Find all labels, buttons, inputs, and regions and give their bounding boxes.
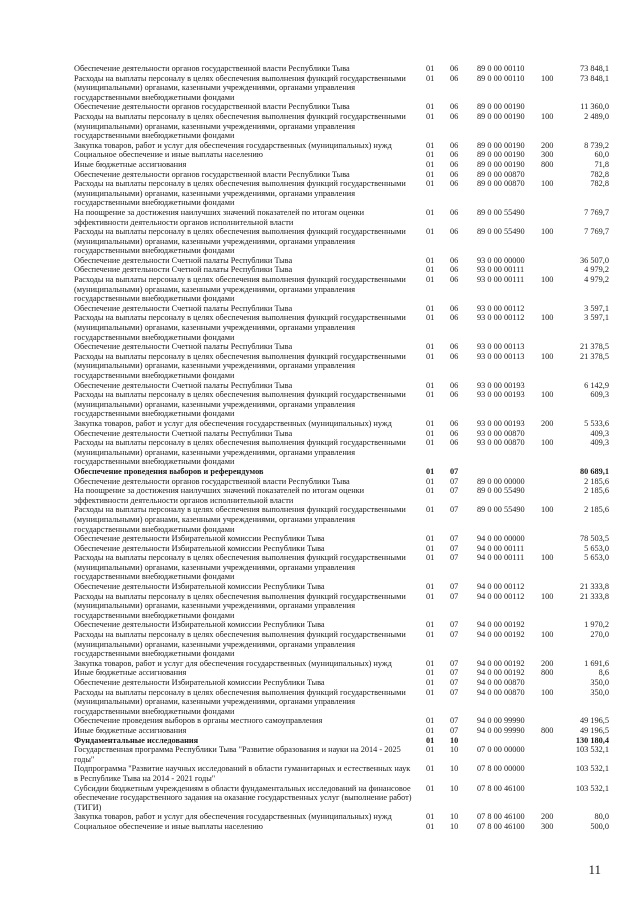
row-subsection: 07 <box>450 630 459 640</box>
row-amount: 350,0 <box>590 687 609 697</box>
row-target-article: 89 0 00 55490 <box>477 505 525 515</box>
row-subsection: 06 <box>450 342 459 352</box>
table-row <box>0 313 639 342</box>
table-row <box>0 438 639 467</box>
row-section: 01 <box>426 725 435 735</box>
row-subsection: 06 <box>450 150 459 160</box>
table-row <box>0 534 639 544</box>
row-amount: 2 489,0 <box>584 111 609 121</box>
row-amount: 7 769,7 <box>584 227 609 237</box>
row-expense-type: 800 <box>541 159 554 169</box>
row-section: 01 <box>426 764 435 774</box>
row-target-article: 93 0 00 00193 <box>477 380 525 390</box>
row-section: 01 <box>426 534 435 544</box>
row-name: Субсидии бюджетным учреждениям в области фундаментальных исследований на финансовое обеспечение государственного задания на оказание государственных услуг (выполнение работ) (ТИГИ) <box>74 783 412 812</box>
row-target-article: 93 0 00 00112 <box>477 303 525 313</box>
table-row <box>0 429 639 439</box>
row-section: 01 <box>426 140 435 150</box>
row-amount: 49 196,5 <box>579 725 609 735</box>
row-subsection: 07 <box>450 668 459 678</box>
row-subsection: 06 <box>450 438 459 448</box>
row-subsection: 06 <box>450 380 459 390</box>
row-amount: 21 378,5 <box>579 342 609 352</box>
row-section: 01 <box>426 687 435 697</box>
row-expense-type: 100 <box>541 313 554 323</box>
row-amount: 78 503,5 <box>579 534 609 544</box>
page-number: 11 <box>588 862 601 877</box>
table-row <box>0 477 639 487</box>
row-amount: 21 333,8 <box>579 591 609 601</box>
row-name: Расходы на выплаты персоналу в целях обеспечения выполнения функций государственными (муниципальными) органами, казенными учреждениями, органами управления государственными внебюджетными фондами <box>74 351 406 380</box>
row-target-article: 94 0 00 00192 <box>477 668 525 678</box>
row-expense-type: 200 <box>541 812 554 822</box>
table-row <box>0 419 639 429</box>
row-target-article: 93 0 00 00193 <box>477 418 525 428</box>
row-subsection: 06 <box>450 428 459 438</box>
row-target-article: 94 0 00 99990 <box>477 725 525 735</box>
row-subsection: 06 <box>450 207 459 217</box>
row-section: 01 <box>426 476 435 486</box>
row-section: 01 <box>426 179 435 189</box>
row-amount: 60,0 <box>594 150 609 160</box>
row-amount: 73 848,1 <box>579 64 609 73</box>
row-target-article: 93 0 00 00111 <box>477 275 525 285</box>
row-subsection: 07 <box>450 476 459 486</box>
row-section: 01 <box>426 111 435 121</box>
row-amount: 1 691,6 <box>584 658 609 668</box>
row-amount: 2 185,6 <box>584 505 609 515</box>
row-name: Расходы на выплаты персоналу в целях обеспечения выполнения функций государственными (муниципальными) органами, казенными учреждениями, органами управления государственными внебюджетными фондами <box>74 553 406 582</box>
row-target-article: 93 0 00 00111 <box>477 265 525 275</box>
row-amount: 270,0 <box>590 630 609 640</box>
row-section: 01 <box>426 169 435 179</box>
table-row <box>0 179 639 208</box>
row-name: Обеспечение деятельности Счетной палаты Республики Тыва <box>74 380 293 390</box>
table-row <box>0 630 639 659</box>
row-amount: 1 970,2 <box>584 620 609 630</box>
row-amount: 350,0 <box>590 678 609 687</box>
row-section: 01 <box>426 227 435 237</box>
table-row <box>0 736 639 746</box>
row-subsection: 06 <box>450 313 459 323</box>
table-row <box>0 784 639 813</box>
table-row <box>0 160 639 170</box>
row-amount: 5 653,0 <box>584 543 609 553</box>
row-name: Расходы на выплаты персоналу в целях обеспечения выполнения функций государственными (муниципальными) органами, казенными учреждениями, органами управления государственными внебюджетными фондами <box>74 275 406 304</box>
row-name: Социальное обеспечение и иные выплаты населению <box>74 150 263 160</box>
row-expense-type: 100 <box>541 390 554 400</box>
row-target-article: 93 0 00 00870 <box>477 438 525 448</box>
table-row <box>0 227 639 256</box>
row-amount: 8 739,2 <box>584 140 609 150</box>
row-subsection: 07 <box>450 620 459 630</box>
row-expense-type: 100 <box>541 553 554 563</box>
row-target-article: 93 0 00 00112 <box>477 313 525 323</box>
row-amount: 49 196,5 <box>579 716 609 726</box>
row-section: 01 <box>426 150 435 160</box>
row-subsection: 07 <box>450 543 459 553</box>
row-amount: 7 769,7 <box>584 207 609 217</box>
row-name: Обеспечение деятельности Счетной палаты Республики Тыва <box>74 303 293 313</box>
row-section: 01 <box>426 505 435 515</box>
row-amount: 782,8 <box>590 169 609 179</box>
row-amount: 80 689,1 <box>579 466 609 476</box>
table-row <box>0 102 639 112</box>
row-target-article: 89 0 00 00190 <box>477 150 525 160</box>
table-row <box>0 544 639 554</box>
table-row <box>0 141 639 151</box>
row-target-article: 07 8 00 46100 <box>477 783 525 793</box>
row-name: Обеспечение деятельности Счетной палаты Республики Тыва <box>74 265 293 275</box>
row-amount: 4 979,2 <box>584 275 609 285</box>
row-name: Обеспечение деятельности Счетной палаты Республики Тыва <box>74 255 293 265</box>
row-subsection: 06 <box>450 303 459 313</box>
row-subsection: 07 <box>450 553 459 563</box>
table-row <box>0 390 639 419</box>
row-amount: 130 180,4 <box>575 735 609 745</box>
row-amount: 409,3 <box>590 428 609 438</box>
table-row <box>0 582 639 592</box>
row-subsection: 06 <box>450 169 459 179</box>
row-amount: 73 848,1 <box>579 73 609 83</box>
row-section: 01 <box>426 668 435 678</box>
row-name: Обеспечение деятельности Счетной палаты Республики Тыва <box>74 428 293 438</box>
row-section: 01 <box>426 418 435 428</box>
row-section: 01 <box>426 342 435 352</box>
row-expense-type: 800 <box>541 668 554 678</box>
row-target-article: 89 0 00 00190 <box>477 159 525 169</box>
table-row <box>0 505 639 534</box>
row-subsection: 07 <box>450 658 459 668</box>
row-target-article: 94 0 00 00000 <box>477 534 525 544</box>
row-subsection: 07 <box>450 505 459 515</box>
row-section: 01 <box>426 716 435 726</box>
row-section: 01 <box>426 390 435 400</box>
table-row <box>0 342 639 352</box>
row-expense-type: 100 <box>541 591 554 601</box>
row-subsection: 06 <box>450 140 459 150</box>
table-row <box>0 64 639 74</box>
row-section: 01 <box>426 255 435 265</box>
row-subsection: 06 <box>450 265 459 275</box>
table-row <box>0 265 639 275</box>
row-amount: 5 653,0 <box>584 553 609 563</box>
row-expense-type: 100 <box>541 630 554 640</box>
row-section: 01 <box>426 620 435 630</box>
row-expense-type: 100 <box>541 351 554 361</box>
row-section: 01 <box>426 543 435 553</box>
table-row <box>0 822 639 832</box>
row-target-article: 07 0 00 00000 <box>477 745 525 755</box>
row-name: Расходы на выплаты персоналу в целях обеспечения выполнения функций государственными (муниципальными) органами, казенными учреждениями, органами управления государственными внебюджетными фондами <box>74 591 406 620</box>
row-name: Расходы на выплаты персоналу в целях обеспечения выполнения функций государственными (муниципальными) органами, казенными учреждениями, органами управления государственными внебюджетными фондами <box>74 179 406 208</box>
row-name: Обеспечение деятельности органов государственной власти Республики Тыва <box>74 102 350 112</box>
row-section: 01 <box>426 735 435 745</box>
row-expense-type: 100 <box>541 505 554 515</box>
row-name: Расходы на выплаты персоналу в целях обеспечения выполнения функций государственными (муниципальными) органами, казенными учреждениями, органами управления государственными внебюджетными фондами <box>74 73 406 102</box>
row-subsection: 07 <box>450 591 459 601</box>
row-target-article: 93 0 00 00870 <box>477 428 525 438</box>
row-amount: 2 185,6 <box>584 476 609 486</box>
row-name: Государственная программа Республики Тыва "Развитие образования и науки на 2014 - 2025 годы" <box>74 745 401 764</box>
row-target-article: 94 0 00 00112 <box>477 582 525 592</box>
row-subsection: 06 <box>450 102 459 112</box>
table-row <box>0 678 639 688</box>
row-section: 01 <box>426 64 435 73</box>
row-subsection: 07 <box>450 716 459 726</box>
row-name: Расходы на выплаты персоналу в целях обеспечения выполнения функций государственными (муниципальными) органами, казенными учреждениями, органами управления государственными внебюджетными фондами <box>74 505 406 534</box>
row-name: Фундаментальные исследования <box>74 735 199 745</box>
row-amount: 6 142,9 <box>584 380 609 390</box>
row-expense-type: 300 <box>541 150 554 160</box>
table-row <box>0 486 639 505</box>
row-subsection: 06 <box>450 255 459 265</box>
row-subsection: 10 <box>450 783 459 793</box>
row-subsection: 10 <box>450 735 459 745</box>
row-target-article: 89 0 00 00190 <box>477 102 525 112</box>
table-row <box>0 381 639 391</box>
row-section: 01 <box>426 275 435 285</box>
row-section: 01 <box>426 591 435 601</box>
row-name: Обеспечение проведения выборов в органы местного самоуправления <box>74 716 323 726</box>
row-name: Обеспечение деятельности Избирательной комиссии Республики Тыва <box>74 582 325 592</box>
table-row <box>0 726 639 736</box>
row-expense-type: 100 <box>541 227 554 237</box>
row-name: Иные бюджетные ассигнования <box>74 668 187 678</box>
row-name: Социальное обеспечение и иные выплаты населению <box>74 821 263 831</box>
row-expense-type: 200 <box>541 658 554 668</box>
table-row <box>0 208 639 227</box>
row-name: Закупка товаров, работ и услуг для обеспечения государственных (муниципальных) нужд <box>74 812 392 822</box>
row-section: 01 <box>426 159 435 169</box>
row-target-article: 94 0 00 00192 <box>477 620 525 630</box>
row-name: Обеспечение проведения выборов и референдумов <box>74 466 264 476</box>
row-amount: 80,0 <box>594 812 609 822</box>
table-row <box>0 256 639 266</box>
table-row <box>0 659 639 669</box>
row-name: Обеспечение деятельности Избирательной комиссии Республики Тыва <box>74 543 325 553</box>
row-target-article: 89 0 00 55490 <box>477 227 525 237</box>
table-row <box>0 170 639 180</box>
row-section: 01 <box>426 678 435 687</box>
row-amount: 103 532,1 <box>575 745 609 755</box>
row-amount: 21 333,8 <box>579 582 609 592</box>
row-target-article: 94 0 00 00111 <box>477 553 525 563</box>
row-expense-type: 300 <box>541 821 554 831</box>
row-section: 01 <box>426 351 435 361</box>
row-subsection: 10 <box>450 821 459 831</box>
table-row <box>0 716 639 726</box>
row-name: Обеспечение деятельности Счетной палаты Республики Тыва <box>74 342 293 352</box>
row-section: 01 <box>426 486 435 496</box>
row-name: Закупка товаров, работ и услуг для обеспечения государственных (муниципальных) нужд <box>74 418 392 428</box>
row-section: 01 <box>426 582 435 592</box>
row-amount: 2 185,6 <box>584 486 609 496</box>
row-subsection: 07 <box>450 466 459 476</box>
row-section: 01 <box>426 438 435 448</box>
row-subsection: 06 <box>450 179 459 189</box>
table-row <box>0 112 639 141</box>
row-subsection: 06 <box>450 275 459 285</box>
row-target-article: 07 8 00 46100 <box>477 821 525 831</box>
row-subsection: 07 <box>450 486 459 496</box>
row-section: 01 <box>426 783 435 793</box>
row-target-article: 94 0 00 00870 <box>477 687 525 697</box>
table-row <box>0 150 639 160</box>
row-subsection: 07 <box>450 678 459 687</box>
row-name: Расходы на выплаты персоналу в целях обеспечения выполнения функций государственными (муниципальными) органами, казенными учреждениями, органами управления государственными внебюджетными фондами <box>74 313 406 342</box>
row-section: 01 <box>426 821 435 831</box>
row-target-article: 89 0 00 00190 <box>477 111 525 121</box>
row-amount: 71,8 <box>594 159 609 169</box>
row-subsection: 07 <box>450 582 459 592</box>
table-row <box>0 620 639 630</box>
row-name: Иные бюджетные ассигнования <box>74 725 187 735</box>
row-target-article: 07 8 00 00000 <box>477 764 525 774</box>
row-name: Расходы на выплаты персоналу в целях обеспечения выполнения функций государственными (муниципальными) органами, казенными учреждениями, органами управления государственными внебюджетными фондами <box>74 630 406 659</box>
row-name: Расходы на выплаты персоналу в целях обеспечения выполнения функций государственными (муниципальными) органами, казенными учреждениями, органами управления государственными внебюджетными фондами <box>74 438 406 467</box>
row-subsection: 06 <box>450 351 459 361</box>
row-name: Расходы на выплаты персоналу в целях обеспечения выполнения функций государственными (муниципальными) органами, казенными учреждениями, органами управления государственными внебюджетными фондами <box>74 687 406 716</box>
row-amount: 500,0 <box>590 821 609 831</box>
row-subsection: 06 <box>450 390 459 400</box>
row-name: Расходы на выплаты персоналу в целях обеспечения выполнения функций государственными (муниципальными) органами, казенными учреждениями, органами управления государственными внебюджетными фондами <box>74 111 406 141</box>
row-amount: 11 360,0 <box>580 102 609 112</box>
row-section: 01 <box>426 812 435 822</box>
budget-table <box>0 64 639 832</box>
row-subsection: 06 <box>450 111 459 121</box>
row-amount: 21 378,5 <box>579 351 609 361</box>
row-expense-type: 100 <box>541 73 554 83</box>
row-target-article: 89 0 00 55490 <box>477 207 525 217</box>
row-section: 01 <box>426 745 435 755</box>
row-target-article: 07 8 00 46100 <box>477 812 525 822</box>
row-subsection: 06 <box>450 64 459 73</box>
row-section: 01 <box>426 630 435 640</box>
row-expense-type: 200 <box>541 140 554 150</box>
row-section: 01 <box>426 265 435 275</box>
row-name: Обеспечение деятельности органов государственной власти Республики Тыва <box>74 64 350 73</box>
row-target-article: 89 0 00 00110 <box>477 73 525 83</box>
row-name: Иные бюджетные ассигнования <box>74 159 187 169</box>
row-target-article: 89 0 00 00870 <box>477 179 525 189</box>
row-expense-type: 100 <box>541 438 554 448</box>
row-expense-type: 800 <box>541 725 554 735</box>
row-name: Обеспечение деятельности Избирательной комиссии Республики Тыва <box>74 534 325 544</box>
row-expense-type: 100 <box>541 111 554 121</box>
row-amount: 4 979,2 <box>584 265 609 275</box>
row-name: Расходы на выплаты персоналу в целях обеспечения выполнения функций государственными (муниципальными) органами, казенными учреждениями, органами управления государственными внебюджетными фондами <box>74 227 406 256</box>
table-row <box>0 275 639 304</box>
row-target-article: 94 0 00 00192 <box>477 630 525 640</box>
row-subsection: 10 <box>450 812 459 822</box>
row-target-article: 94 0 00 00111 <box>477 543 525 553</box>
row-section: 01 <box>426 466 435 476</box>
row-subsection: 10 <box>450 764 459 774</box>
row-section: 01 <box>426 207 435 217</box>
row-target-article: 93 0 00 00193 <box>477 390 525 400</box>
row-target-article: 94 0 00 00870 <box>477 678 525 687</box>
row-section: 01 <box>426 102 435 112</box>
row-expense-type: 100 <box>541 179 554 189</box>
row-name: Подпрограмма "Развитие научных исследований в области гуманитарных и естественных наук в Республике Тыва на 2014 - 2021 годы" <box>74 764 411 783</box>
row-subsection: 06 <box>450 227 459 237</box>
table-row <box>0 688 639 717</box>
row-amount: 8,6 <box>598 668 609 678</box>
row-target-article: 89 0 00 00000 <box>477 476 525 486</box>
row-name: Закупка товаров, работ и услуг для обеспечения государственных (муниципальных) нужд <box>74 140 392 150</box>
row-subsection: 10 <box>450 745 459 755</box>
row-target-article: 89 0 00 55490 <box>477 486 525 496</box>
row-expense-type: 200 <box>541 418 554 428</box>
row-subsection: 06 <box>450 418 459 428</box>
row-section: 01 <box>426 380 435 390</box>
table-row <box>0 812 639 822</box>
row-amount: 103 532,1 <box>575 764 609 774</box>
row-expense-type: 100 <box>541 275 554 285</box>
table-row <box>0 304 639 314</box>
row-target-article: 94 0 00 00192 <box>477 658 525 668</box>
row-name: Обеспечение деятельности Избирательной комиссии Республики Тыва <box>74 678 325 687</box>
table-row <box>0 764 639 783</box>
row-amount: 3 597,1 <box>584 313 609 323</box>
row-subsection: 07 <box>450 725 459 735</box>
table-row <box>0 553 639 582</box>
row-target-article: 93 0 00 00113 <box>477 351 525 361</box>
row-amount: 5 533,6 <box>584 418 609 428</box>
row-name: На поощрение за достижения наилучших значений показателей по итогам оценки эффективности деятельности органов исполнительной власти <box>74 207 365 227</box>
row-target-article: 89 0 00 00110 <box>477 64 525 73</box>
table-row <box>0 74 639 103</box>
row-section: 01 <box>426 313 435 323</box>
table-row <box>0 592 639 621</box>
row-name: Расходы на выплаты персоналу в целях обеспечения выполнения функций государственными (муниципальными) органами, казенными учреждениями, органами управления государственными внебюджетными фондами <box>74 390 406 419</box>
row-section: 01 <box>426 73 435 83</box>
row-expense-type: 100 <box>541 687 554 697</box>
row-amount: 409,3 <box>590 438 609 448</box>
row-name: Обеспечение деятельности Избирательной комиссии Республики Тыва <box>74 620 325 630</box>
row-amount: 3 597,1 <box>584 303 609 313</box>
row-section: 01 <box>426 428 435 438</box>
row-name: Обеспечение деятельности органов государственной власти Республики Тыва <box>74 476 350 486</box>
row-target-article: 89 0 00 00190 <box>477 140 525 150</box>
row-target-article: 89 0 00 00870 <box>477 169 525 179</box>
row-name: Обеспечение деятельности органов государственной власти Республики Тыва <box>74 169 350 179</box>
row-target-article: 94 0 00 00112 <box>477 591 525 601</box>
table-row <box>0 668 639 678</box>
row-subsection: 06 <box>450 159 459 169</box>
row-section: 01 <box>426 553 435 563</box>
row-target-article: 94 0 00 99990 <box>477 716 525 726</box>
row-amount: 782,8 <box>590 179 609 189</box>
row-amount: 36 507,0 <box>579 255 609 265</box>
table-row <box>0 745 639 764</box>
row-name: На поощрение за достижения наилучших значений показателей по итогам оценки эффективности деятельности органов исполнительной власти <box>74 486 365 505</box>
row-subsection: 06 <box>450 73 459 83</box>
row-section: 01 <box>426 658 435 668</box>
row-target-article: 93 0 00 00000 <box>477 255 525 265</box>
row-target-article: 93 0 00 00113 <box>477 342 525 352</box>
row-subsection: 07 <box>450 534 459 544</box>
row-amount: 103 532,1 <box>575 783 609 793</box>
table-row <box>0 352 639 381</box>
table-row <box>0 467 639 477</box>
row-amount: 609,3 <box>590 390 609 400</box>
row-section: 01 <box>426 303 435 313</box>
row-name: Закупка товаров, работ и услуг для обеспечения государственных (муниципальных) нужд <box>74 658 392 668</box>
row-subsection: 07 <box>450 687 459 697</box>
